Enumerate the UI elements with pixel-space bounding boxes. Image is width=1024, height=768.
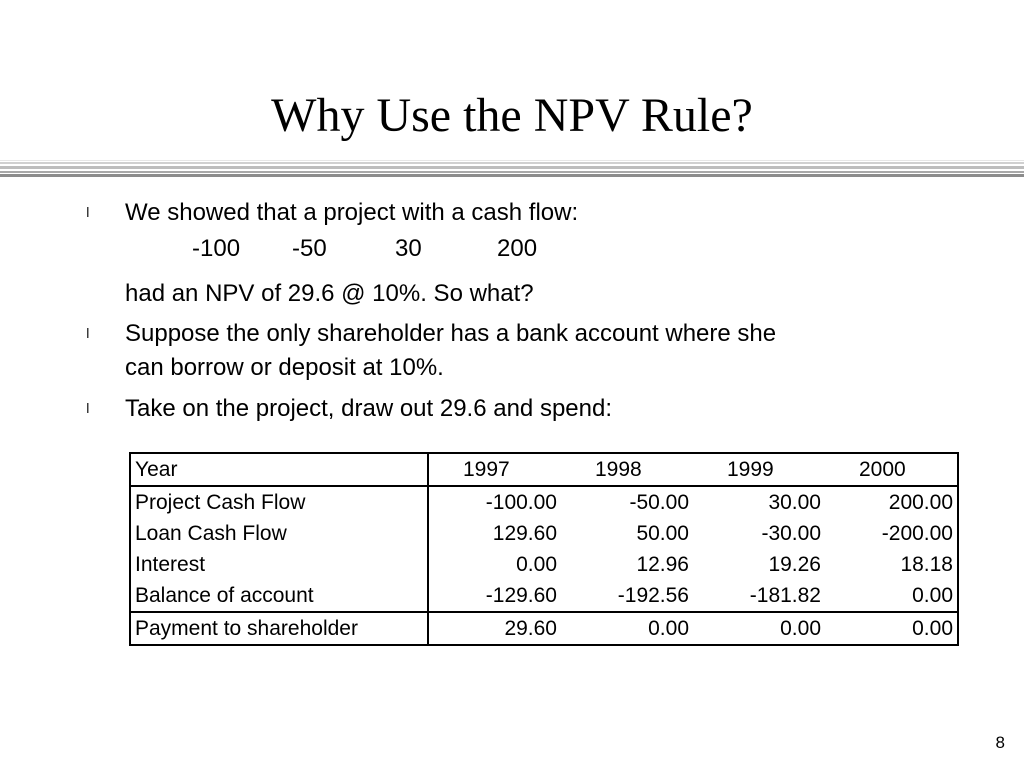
table-header-row [130,453,958,486]
header-cell: 2000 [825,453,958,486]
table-cell: -50.00 [629,491,689,514]
bullet-marker-1: l [86,206,90,221]
table-cell: 200.00 [888,491,953,514]
row-label: Balance of account [130,580,428,612]
cash-flow-1: -50 [292,235,327,262]
bullet-2-text-line-2: can borrow or deposit at 10%. [125,354,444,381]
row-label: Payment to shareholder [130,612,428,645]
bullet-1-continuation: had an NPV of 29.6 @ 10%. So what? [125,280,534,307]
cash-flow-3: 200 [497,235,538,262]
table-row [130,486,958,518]
table-cell: -100.00 [485,491,557,514]
page-number: 8 [995,733,1005,752]
table-cell: 18.18 [900,553,953,576]
row-label: Interest [130,549,428,580]
table-cell: -200.00 [881,522,953,545]
bullet-2-text-line-1: Suppose the only shareholder has a bank account where she [125,320,777,347]
header-cell: 1998 [561,453,693,486]
bullet-1-text: We showed that a project with a cash flow: [125,199,579,226]
cash-flow-table [129,452,959,646]
bullet-3-text: Take on the project, draw out 29.6 and spend: [125,395,612,422]
cash-flow-2: 30 [395,235,422,262]
header-cell: 1999 [693,453,825,486]
header-cell: Year [130,453,428,486]
row-label: Loan Cash Flow [130,518,428,549]
table-cell: 0.00 [516,553,557,576]
table-cell: 0.00 [912,584,953,607]
table-cell: -192.56 [617,584,689,607]
cash-flow-0: -100 [192,235,241,262]
table-row [130,549,958,580]
table-cell: -30.00 [761,522,821,545]
row-label: Project Cash Flow [130,486,428,518]
table-cell: 30.00 [768,491,821,514]
bullet-marker-2: l [86,327,90,342]
table-row [130,580,958,612]
table-row [130,612,958,645]
table-cell: 0.00 [561,612,693,645]
header-cell: 1997 [428,453,561,486]
table-cell: 19.26 [768,553,821,576]
bullet-marker-3: l [86,402,90,417]
table-cell: 0.00 [693,612,825,645]
table-row [130,518,958,549]
table-cell: 29.60 [428,612,561,645]
table-cell: 0.00 [825,612,958,645]
table-cell: -129.60 [485,584,557,607]
title-underline [0,160,1024,178]
slide-title: Why Use the NPV Rule? [271,89,753,142]
table-cell: 129.60 [492,522,557,545]
table-cell: 12.96 [636,553,689,576]
table-cell: -181.82 [749,584,821,607]
table-cell: 50.00 [636,522,689,545]
